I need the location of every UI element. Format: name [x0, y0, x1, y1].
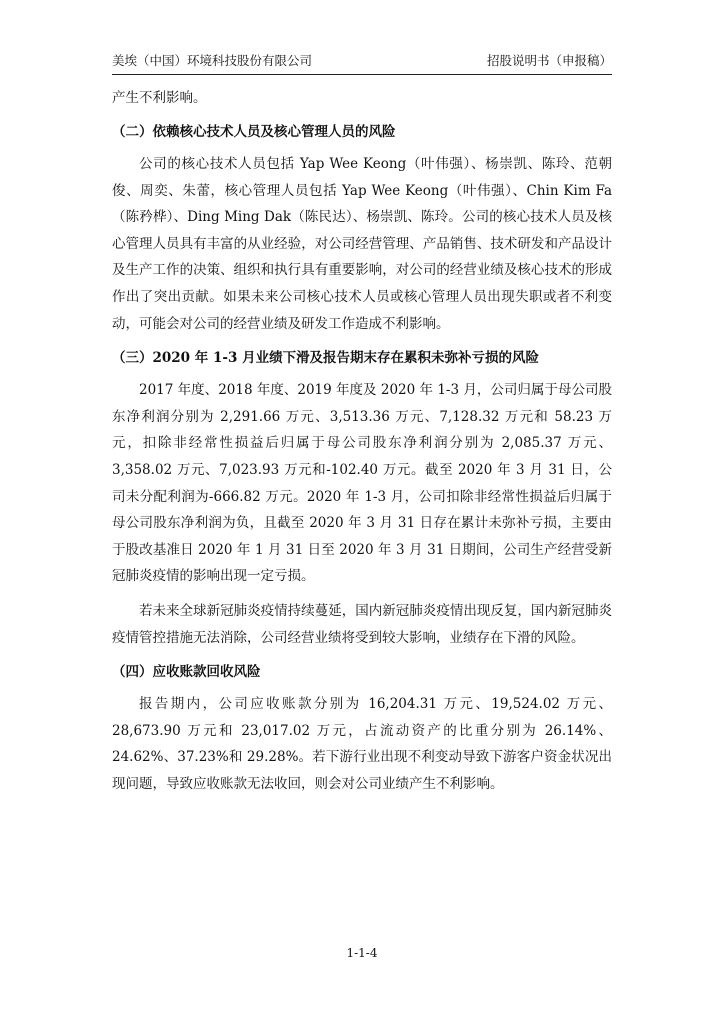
section-paragraph: 报告期内，公司应收账款分别为 16,204.31 万元、19,524.02 万元、28,673.90 万元和 23,017.02 万元，占流动资产的比重分别为 26.14%、24.62%、37.23%和 29.28%。若下游行业出现不利变动导致下游客户资金状况出现问题，导致应收账款无法收回，则会对公司业绩产生不利影响。 [112, 696, 612, 792]
section-paragraph: 若未来全球新冠肺炎疫情持续蔓延，国内新冠肺炎疫情出现反复，国内新冠肺炎疫情管控措施无法消除，公司经营业绩将受到较大影响，业绩存在下滑的风险。 [112, 602, 612, 646]
section-heading: （四）应收账款回收风险 [112, 664, 261, 681]
header-company-name: 美埃（中国）环境科技股份有限公司 [112, 53, 313, 68]
page-number: 1-1-4 [346, 946, 378, 960]
continued-text-line: 产生不利影响。 [112, 90, 207, 106]
section-paragraph: 2017 年度、2018 年度、2019 年度及 2020 年 1-3 月，公司归属于母公司股东净利润分别为 2,291.66 万元、3,513.36 万元、7,128.32 万元和 58.23 万元，扣除非经常性损益后归属于母公司股东净利润分别为 2,085.37 万元、3,358.02 万元、7,023.93 万元和-102.40 万元。截至 2020 年 3 月 31 日，公司未分配利润为-666.82 万元。2020 年 1-3 月，公司扣除非经常性损益后归属于母公司股东净利润为负，且截至 2020 年 3 月 31 日存在累计未弥补亏损，主要由于股改基准日 2020 年 1 月 31 日至 2020 年 3 月 31 日期间，公司生产经营受新冠肺炎疫情的影响出现一定亏损。 [112, 382, 612, 585]
section-performance-decline-risk [112, 345, 612, 651]
section-paragraph: 公司的核心技术人员包括 Yap Wee Keong（叶伟强）、杨崇凯、陈玲、范朝俊、周奕、朱蕾，核心管理人员包括 Yap Wee Keong（叶伟强）、Chin Kim Fa（陈矜桦）、Ding Ming Dak（陈民达）、杨崇凯、陈玲。公司的核心技术人员及核心管理人员具有丰富的从业经验，对公司经营管理、产品销售、技术研发和产品设计及生产工作的决策、组织和执行具有重要影响，对公司的经营业绩及核心技术的形成作出了突出贡献。如果未来公司核心技术人员或核心管理人员出现失职或者不利变动，可能会对公司的经营业绩及研发工作造成不利影响。 [112, 156, 612, 332]
section-heading: （二）依赖核心技术人员及核心管理人员的风险 [112, 124, 396, 140]
section-heading: （三）2020 年 1-3 月业绩下滑及报告期末存在累积未弥补亏损的风险 [112, 350, 540, 367]
section-receivables-risk [112, 659, 612, 797]
document-body [112, 85, 612, 805]
section-core-personnel-risk [112, 119, 612, 337]
header-document-type: 招股说明书（申报稿） [486, 53, 612, 68]
page-header [112, 52, 612, 75]
